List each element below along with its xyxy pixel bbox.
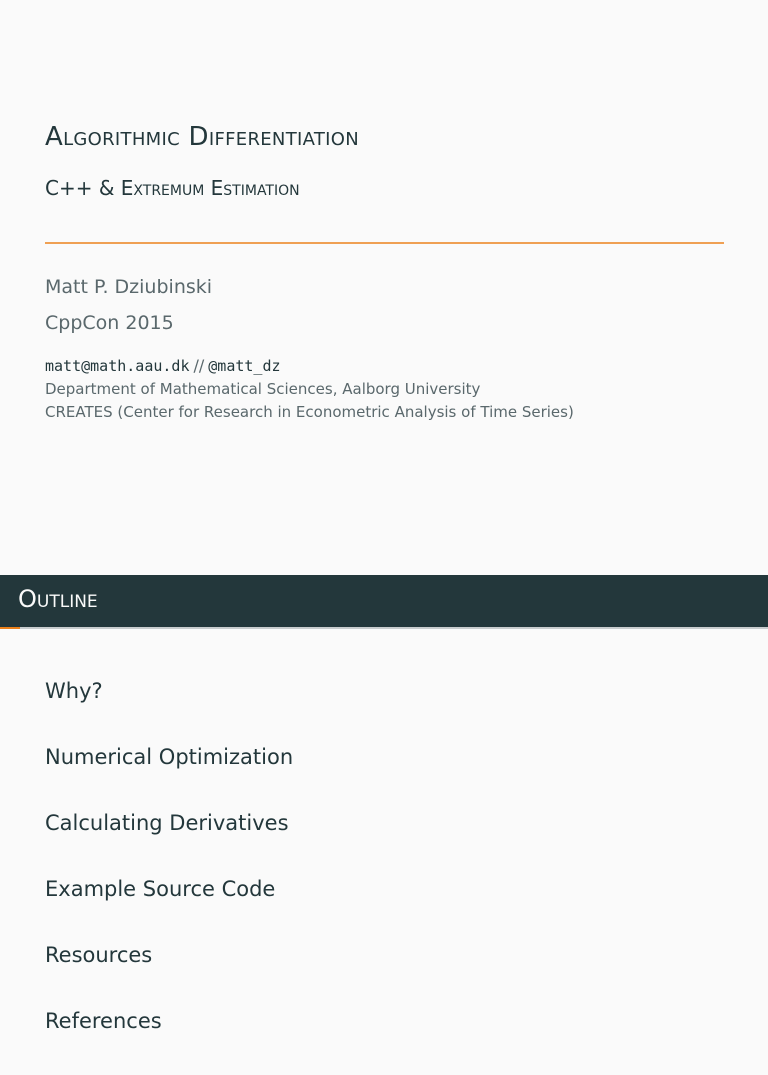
outline-frame-header <box>0 575 768 627</box>
presentation-title: Algorithmic Differentiation <box>45 122 359 152</box>
event-name: CppCon 2015 <box>45 312 174 334</box>
outline-item-calculating-derivatives[interactable]: Calculating Derivatives <box>45 811 289 835</box>
twitter-handle[interactable]: @matt_dz <box>208 357 281 375</box>
contact-line <box>45 356 281 375</box>
outline-item-why[interactable]: Why? <box>45 679 103 703</box>
outline-list <box>45 679 293 1075</box>
outline-item-example-source-code[interactable]: Example Source Code <box>45 877 276 901</box>
outline-title: Outline <box>18 585 98 613</box>
title-divider <box>45 242 724 244</box>
author-name: Matt P. Dziubinski <box>45 276 213 298</box>
outline-item-numerical-optimization[interactable]: Numerical Optimization <box>45 745 294 769</box>
outline-item-resources[interactable]: Resources <box>45 943 153 967</box>
progress-bar <box>0 627 768 629</box>
progress-bar-fill <box>0 627 20 629</box>
affiliation-department: Department of Mathematical Sciences, Aalborg University <box>45 380 481 398</box>
contact-separator: // <box>193 356 205 375</box>
email-address[interactable]: matt@math.aau.dk <box>45 357 190 375</box>
presentation-subtitle: C++ & Extremum Estimation <box>45 176 300 200</box>
outline-item-references[interactable]: References <box>45 1009 162 1033</box>
affiliation-creates: CREATES (Center for Research in Econometric Analysis of Time Series) <box>45 403 574 421</box>
